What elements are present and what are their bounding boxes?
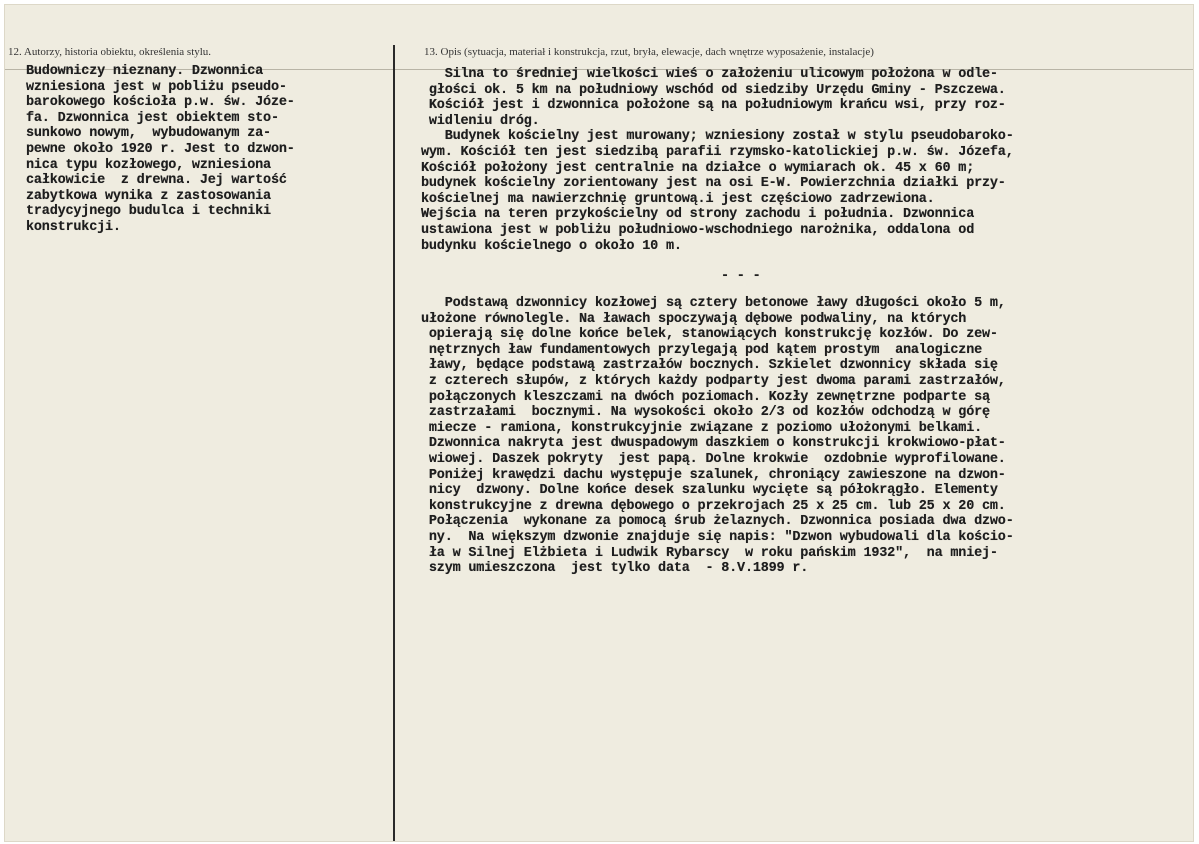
section-12-header: 12. Autorzy, historia obiektu, określenia stylu.: [8, 46, 212, 58]
column-divider: [393, 45, 395, 842]
section-13-paragraph-2: Podstawą dzwonnicy kozłowej są cztery betonowe ławy długości około 5 m, ułożone równolegle. Na ławach spoczywają dębowe podwaliny, na których opierają się dolne końce belek, stanowiących konstrukcję kozłów. Do zew- nętrznych ław fundamentowych przylegają pod kątem prostym analogiczne ławy, będące podstawą zastrzałów bocznych. Szkielet dzwonnicy składa się z czterech słupów, z których każdy podparty jest dwoma parami zastrzałów, połączonych kleszczami na dwóch poziomach. Kozły zewnętrzne podparte są zastrzałami bocznymi. Na wysokości około 2/3 od kozłów odchodzą w górę miecze - ramiona, konstrukcyjnie związane z poziomo ułożonymi belkami. Dzwonnica nakryta jest dwuspadowym daszkiem o konstrukcji krokwiowo-płat- wiowej. Daszek pokryty jest papą. Dolne krokwie ozdobnie wyprofilowane. Poniżej krawędzi dachu występuje szalunek, chroniący zawieszone na dzwon- nicy dzwony. Dolne końce desek szalunku wycięte są półokrągło. Elementy konstrukcyjne z drewna dębowego o przekrojach 25 x 25 cm. lub 25 x 20 cm. Połączenia wykonane za pomocą śrub żelaznych. Dzwonnica posiada dwa dzwo- ny. Na większym dzwonie znajduje się napis: "Dzwon wybudowali dla kościo- ła w Silnej Elżbieta i Ludwik Rybarscy w roku pańskim 1932", na mniej- szym umieszczona jest tylko data - 8.V.1899 r.: [421, 296, 1014, 577]
section-separator: - - -: [721, 269, 761, 284]
section-13-paragraph-1: Silna to średniej wielkości wieś o założeniu ulicowym położona w odle- głości ok. 5 km na południowy wschód od siedziby Urzędu Gminy - Pszczewa. Kościół jest i dzwonnica położone są na południowym krańcu wsi, przy roz- widleniu dróg. Budynek kościelny jest murowany; wzniesiony został w stylu pseudobaroko- wym. Kościół ten jest siedzibą parafii rzymsko-katolickiej p.w. św. Józefa, Kościół położony jest centralnie na działce o wymiarach ok. 45 x 60 m; budynek kościelny zorientowany jest na osi E-W. Powierzchnia działki przy- kościelnej ma nawierzchnię gruntową.i jest częściowo zadrzewiona. Wejścia na teren przykościelny od strony zachodu i południa. Dzwonnica ustawiona jest w pobliżu południowo-wschodniego narożnika, oddalona od budynku kościelnego o około 10 m.: [421, 67, 1014, 254]
section-13-header: 13. Opis (sytuacja, materiał i konstrukcja, rzut, bryła, elewacje, dach wnętrze wyposażenie, instalacje): [424, 46, 874, 58]
section-12-text: Budowniczy nieznany. Dzwonnica wzniesiona jest w pobliżu pseudo- barokowego kościoła p.w. św. Józe- fa. Dzwonnica jest obiektem sto- sunkowo nowym, wybudowanym za- pewne około 1920 r. Jest to dzwon- nica typu kozłowego, wzniesiona całkowicie z drewna. Jej wartość zabytkowa wynika z zastosowania tradycyjnego budulca i techniki konstrukcji.: [26, 64, 295, 235]
